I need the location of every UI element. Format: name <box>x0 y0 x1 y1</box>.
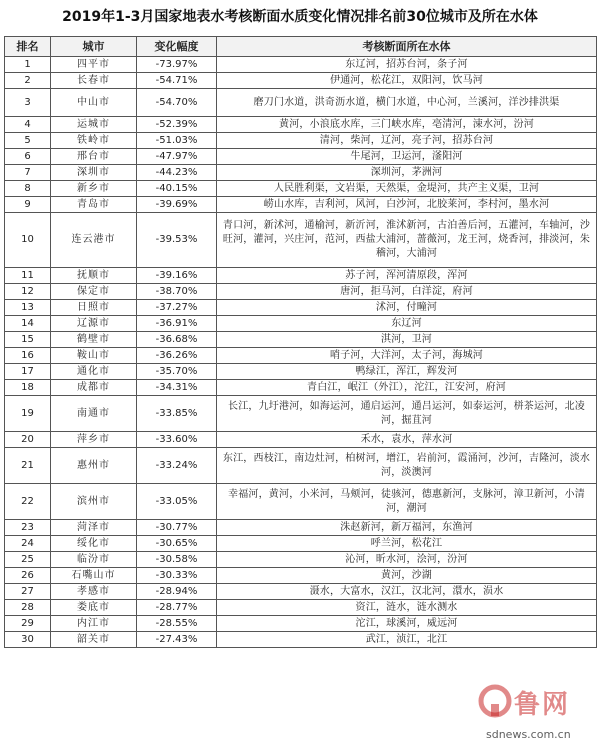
rank-cell: 15 <box>5 332 51 348</box>
table-row <box>5 57 597 73</box>
table-row <box>5 197 597 213</box>
city-cell: 绥化市 <box>51 536 137 552</box>
water-bodies-cell: 黄河，沙湖 <box>217 568 597 584</box>
water-bodies-cell: 哨子河，大洋河，太子河，海城河 <box>217 348 597 364</box>
water-bodies-cell: 东辽河 <box>217 316 597 332</box>
city-cell: 中山市 <box>51 89 137 117</box>
rank-cell: 29 <box>5 616 51 632</box>
city-cell: 通化市 <box>51 364 137 380</box>
rank-cell: 25 <box>5 552 51 568</box>
rank-cell: 10 <box>5 213 51 268</box>
water-bodies-cell: 鸭绿江，浑江，辉发河 <box>217 364 597 380</box>
water-bodies-cell: 唐河，拒马河，白洋淀，府河 <box>217 284 597 300</box>
table-row <box>5 316 597 332</box>
table-row <box>5 568 597 584</box>
change-cell: -39.16% <box>137 268 217 284</box>
water-bodies-cell: 长江，九圩港河，如海运河，通启运河，通吕运河，如泰运河，栟茶运河，北凌河，掘苴河 <box>217 396 597 432</box>
city-cell: 娄底市 <box>51 600 137 616</box>
table-row <box>5 520 597 536</box>
table-row <box>5 584 597 600</box>
change-cell: -28.94% <box>137 584 217 600</box>
water-bodies-cell: 淇河，卫河 <box>217 332 597 348</box>
change-cell: -38.70% <box>137 284 217 300</box>
rank-cell: 18 <box>5 380 51 396</box>
rank-cell: 13 <box>5 300 51 316</box>
water-bodies-cell: 黄河，小浪底水库，三门峡水库，亳清河，涑水河，汾河 <box>217 117 597 133</box>
city-cell: 青岛市 <box>51 197 137 213</box>
header-city: 城市 <box>51 37 137 57</box>
change-cell: -40.15% <box>137 181 217 197</box>
city-cell: 南通市 <box>51 396 137 432</box>
rank-cell: 19 <box>5 396 51 432</box>
table-row <box>5 300 597 316</box>
water-bodies-cell: 牛尾河，卫运河，滏阳河 <box>217 149 597 165</box>
rank-cell: 14 <box>5 316 51 332</box>
table-row <box>5 213 597 268</box>
table-row <box>5 396 597 432</box>
table-row <box>5 149 597 165</box>
rank-cell: 27 <box>5 584 51 600</box>
city-cell: 长春市 <box>51 73 137 89</box>
rank-cell: 9 <box>5 197 51 213</box>
city-cell: 石嘴山市 <box>51 568 137 584</box>
city-cell: 惠州市 <box>51 448 137 484</box>
table-row <box>5 117 597 133</box>
table-row <box>5 165 597 181</box>
rank-cell: 1 <box>5 57 51 73</box>
table-row <box>5 268 597 284</box>
water-bodies-cell: 伊通河，松花江，双阳河，饮马河 <box>217 73 597 89</box>
table-row <box>5 89 597 117</box>
table-row <box>5 536 597 552</box>
city-cell: 成都市 <box>51 380 137 396</box>
city-cell: 菏泽市 <box>51 520 137 536</box>
change-cell: -44.23% <box>137 165 217 181</box>
city-cell: 临汾市 <box>51 552 137 568</box>
water-bodies-cell: 东辽河，招苏台河，条子河 <box>217 57 597 73</box>
water-bodies-cell: 沁河，昕水河，浍河，汾河 <box>217 552 597 568</box>
change-cell: -39.69% <box>137 197 217 213</box>
table-row <box>5 364 597 380</box>
city-cell: 鹤壁市 <box>51 332 137 348</box>
change-cell: -33.05% <box>137 484 217 520</box>
rank-cell: 17 <box>5 364 51 380</box>
water-bodies-cell: 武江，浈江，北江 <box>217 632 597 648</box>
change-cell: -28.77% <box>137 600 217 616</box>
city-cell: 日照市 <box>51 300 137 316</box>
city-cell: 保定市 <box>51 284 137 300</box>
change-cell: -33.60% <box>137 432 217 448</box>
table-body <box>5 57 597 648</box>
water-bodies-cell: 人民胜利渠，文岩渠，天然渠，金堤河，共产主义渠，卫河 <box>217 181 597 197</box>
rank-cell: 3 <box>5 89 51 117</box>
water-bodies-cell: 洙赵新河，新万福河，东渔河 <box>217 520 597 536</box>
change-cell: -36.91% <box>137 316 217 332</box>
city-cell: 四平市 <box>51 57 137 73</box>
change-cell: -30.77% <box>137 520 217 536</box>
change-cell: -30.58% <box>137 552 217 568</box>
rank-cell: 6 <box>5 149 51 165</box>
rank-cell: 22 <box>5 484 51 520</box>
water-bodies-cell: 青白江，岷江（外江），沱江，江安河，府河 <box>217 380 597 396</box>
change-cell: -30.65% <box>137 536 217 552</box>
city-cell: 连云港市 <box>51 213 137 268</box>
table-row <box>5 632 597 648</box>
change-cell: -47.97% <box>137 149 217 165</box>
table-row <box>5 181 597 197</box>
rank-cell: 16 <box>5 348 51 364</box>
change-cell: -39.53% <box>137 213 217 268</box>
change-cell: -30.33% <box>137 568 217 584</box>
rank-cell: 11 <box>5 268 51 284</box>
change-cell: -28.55% <box>137 616 217 632</box>
city-cell: 鞍山市 <box>51 348 137 364</box>
rank-cell: 28 <box>5 600 51 616</box>
watermark-url: sdnews.com.cn <box>486 728 571 741</box>
table-row <box>5 380 597 396</box>
change-cell: -27.43% <box>137 632 217 648</box>
change-cell: -35.70% <box>137 364 217 380</box>
header-water: 考核断面所在水体 <box>217 37 597 57</box>
table-row <box>5 73 597 89</box>
table-row <box>5 484 597 520</box>
water-bodies-cell: 幸福河，黄河，小米河，马颊河，徒骇河，德惠新河，支脉河，漳卫新河，小清河，潮河 <box>217 484 597 520</box>
city-cell: 韶关市 <box>51 632 137 648</box>
table-row <box>5 600 597 616</box>
rank-cell: 23 <box>5 520 51 536</box>
water-bodies-cell: 呼兰河，松花江 <box>217 536 597 552</box>
rank-cell: 2 <box>5 73 51 89</box>
table-row <box>5 133 597 149</box>
table-row <box>5 552 597 568</box>
rank-cell: 7 <box>5 165 51 181</box>
city-cell: 新乡市 <box>51 181 137 197</box>
city-cell: 滨州市 <box>51 484 137 520</box>
change-cell: -37.27% <box>137 300 217 316</box>
rank-cell: 12 <box>5 284 51 300</box>
watermark <box>478 684 596 746</box>
change-cell: -51.03% <box>137 133 217 149</box>
city-cell: 辽源市 <box>51 316 137 332</box>
rank-cell: 5 <box>5 133 51 149</box>
city-cell: 铁岭市 <box>51 133 137 149</box>
water-bodies-cell: 资江，涟水，涟水测水 <box>217 600 597 616</box>
city-cell: 抚顺市 <box>51 268 137 284</box>
water-bodies-cell: 沭河，付疃河 <box>217 300 597 316</box>
change-cell: -52.39% <box>137 117 217 133</box>
water-bodies-cell: 磨刀门水道，洪奇沥水道，横门水道，中心河，兰溪河，洋沙排洪渠 <box>217 89 597 117</box>
rank-cell: 24 <box>5 536 51 552</box>
page-title: 2019年1-3月国家地表水考核断面水质变化情况排名前30位城市及所在水体 <box>62 9 538 25</box>
rank-cell: 30 <box>5 632 51 648</box>
water-bodies-cell: 青口河，新沭河，通榆河，新沂河，淮沭新河，古泊善后河，五灌河，车轴河，沙旺河，灌河，兴庄河，范河，西盐大浦河，蔷薇河，龙王河，烧香河，排淡河，朱稽河，大浦河 <box>217 213 597 268</box>
table-row <box>5 448 597 484</box>
rank-cell: 8 <box>5 181 51 197</box>
water-bodies-cell: 崂山水库，吉利河，风河，白沙河，北胶莱河，李村河，墨水河 <box>217 197 597 213</box>
water-bodies-cell: 清河，柴河，辽河，亮子河，招苏台河 <box>217 133 597 149</box>
change-cell: -73.97% <box>137 57 217 73</box>
table-header-row <box>5 37 597 57</box>
change-cell: -54.70% <box>137 89 217 117</box>
water-bodies-cell: 深圳河，茅洲河 <box>217 165 597 181</box>
table-row <box>5 432 597 448</box>
sdnews-logo-icon <box>478 684 512 720</box>
table-row <box>5 348 597 364</box>
water-bodies-cell: 禾水，袁水，萍水河 <box>217 432 597 448</box>
city-cell: 内江市 <box>51 616 137 632</box>
city-cell: 邢台市 <box>51 149 137 165</box>
watermark-brand: 鲁网 <box>514 690 571 720</box>
change-cell: -34.31% <box>137 380 217 396</box>
change-cell: -33.85% <box>137 396 217 432</box>
rank-cell: 21 <box>5 448 51 484</box>
change-cell: -54.71% <box>137 73 217 89</box>
water-bodies-cell: 苏子河，浑河清原段，浑河 <box>217 268 597 284</box>
water-bodies-cell: 滠水，大富水，汉江，汉北河，澴水，涢水 <box>217 584 597 600</box>
city-cell: 孝感市 <box>51 584 137 600</box>
table-row <box>5 616 597 632</box>
rank-cell: 4 <box>5 117 51 133</box>
change-cell: -36.26% <box>137 348 217 364</box>
change-cell: -36.68% <box>137 332 217 348</box>
water-bodies-cell: 沱江，球溪河，威远河 <box>217 616 597 632</box>
header-change: 变化幅度 <box>137 37 217 57</box>
city-cell: 深圳市 <box>51 165 137 181</box>
table-row <box>5 284 597 300</box>
city-cell: 运城市 <box>51 117 137 133</box>
water-bodies-cell: 东江，西枝江，南边灶河，柏树河，增江，岩前河，霞涌河，沙河，吉隆河，淡水河，淡澳河 <box>217 448 597 484</box>
change-cell: -33.24% <box>137 448 217 484</box>
rank-cell: 20 <box>5 432 51 448</box>
rank-cell: 26 <box>5 568 51 584</box>
ranking-table <box>4 36 597 648</box>
table-row <box>5 332 597 348</box>
city-cell: 萍乡市 <box>51 432 137 448</box>
header-rank: 排名 <box>5 37 51 57</box>
